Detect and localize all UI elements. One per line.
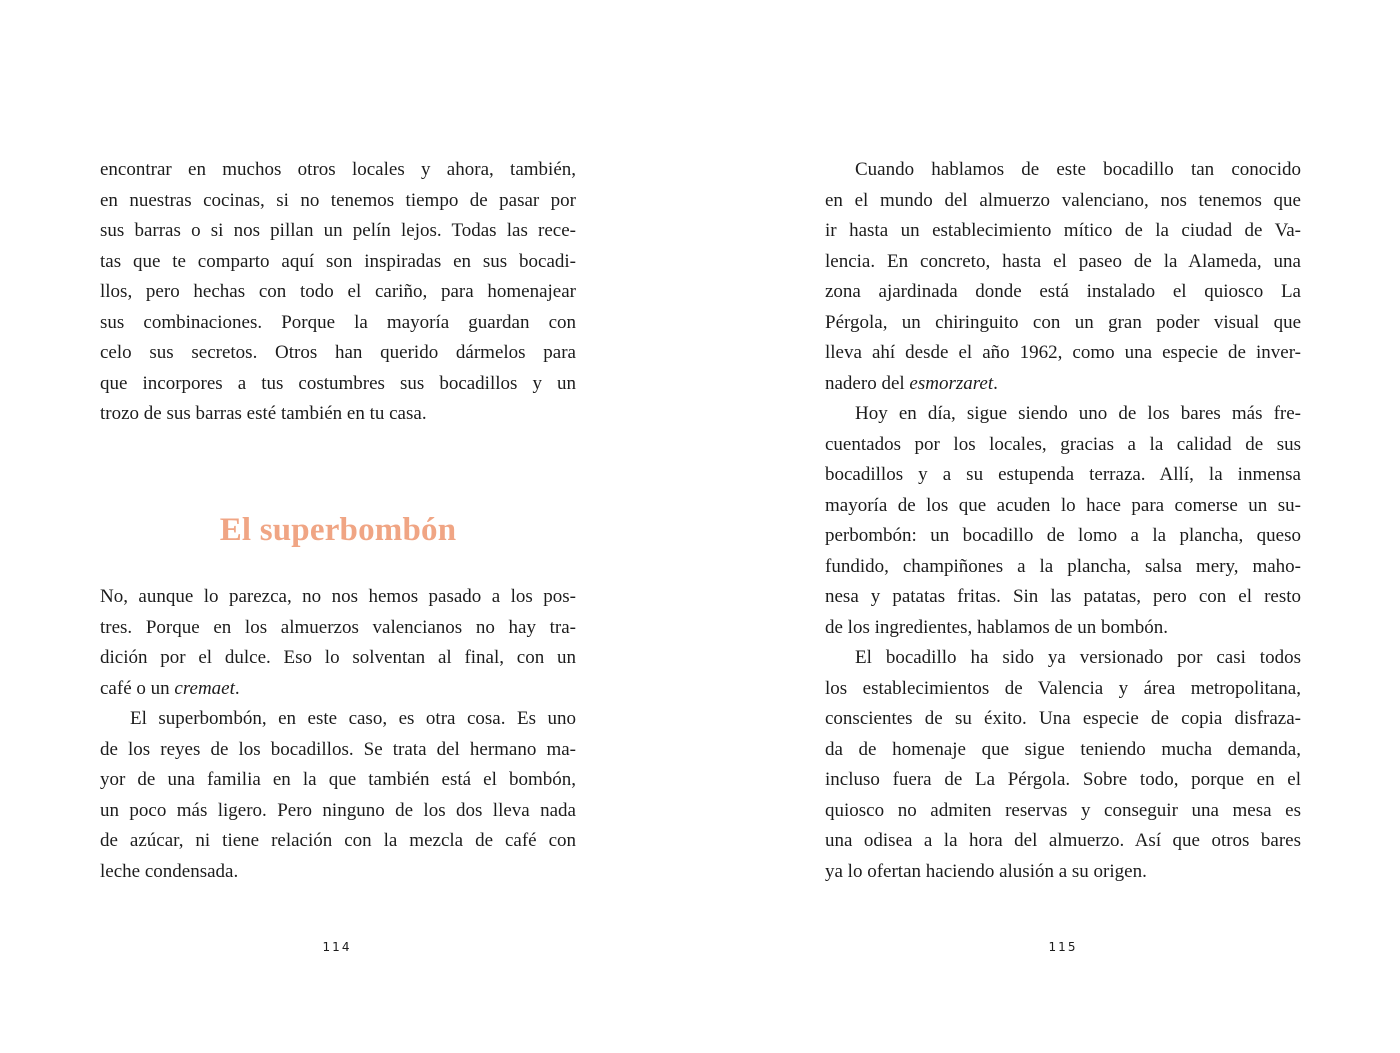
- line-text: da de homenaje que sigue teniendo mucha demanda,: [825, 738, 1301, 760]
- text-line: [100, 399, 576, 429]
- text-line: [825, 704, 1301, 734]
- text-line: [100, 643, 576, 673]
- line-text: de azúcar, ni tiene relación con la mezcla de café con: [100, 830, 576, 851]
- line-text: Cuando hablamos de este bocadillo tan conocido: [855, 159, 1301, 180]
- line-text: cuentados por los locales, gracias a la calidad de sus: [825, 433, 1301, 455]
- text-line: [825, 582, 1301, 612]
- line-text: sus barras o si nos pillan un pelín lejos. Todas las rece-: [100, 220, 576, 241]
- line-text: ir hasta un establecimiento mítico de la ciudad de Va-: [825, 220, 1301, 241]
- line-text: una odisea a la hora del almuerzo. Así que otros bares: [825, 830, 1301, 851]
- text-line: [855, 155, 1301, 185]
- text-line: [100, 735, 576, 765]
- line-text: quiosco no admiten reservas y conseguir una mesa es: [825, 799, 1301, 821]
- page-number: 115: [1048, 940, 1078, 954]
- text-line: [825, 765, 1301, 795]
- text-line: [100, 613, 576, 643]
- text-line: [825, 308, 1301, 338]
- line-text: El superbombón, en este caso, es otra cosa. Es uno: [130, 708, 576, 729]
- text-line: [100, 155, 576, 185]
- line-text: que incorpores a tus costumbres sus bocadillos y un: [100, 372, 576, 394]
- text-line: [855, 643, 1301, 673]
- text-line: [825, 613, 1301, 643]
- text-line: [825, 338, 1301, 368]
- line-text: de los ingredientes, hablamos de un bombón.: [825, 616, 1168, 638]
- text-line: [855, 399, 1301, 429]
- line-text: conscientes de su éxito. Una especie de copia disfraza-: [825, 708, 1301, 729]
- line-text: leche condensada.: [100, 860, 239, 882]
- line-text: celo sus secretos. Otros han querido dármelos para: [100, 342, 576, 363]
- line-punctuation: .: [993, 372, 998, 394]
- line-text: un poco más ligero. Pero ninguno de los dos lleva nada: [100, 799, 576, 821]
- text-line: [100, 338, 576, 368]
- line-text: nadero del: [825, 372, 910, 394]
- line-text: tas que te comparto aquí son inspiradas en sus bocadi-: [100, 250, 576, 272]
- line-text: yor de una familia en la que también está el bombón,: [100, 769, 576, 790]
- line-text: lleva ahí desde el año 1962, como una especie de inver-: [825, 342, 1301, 363]
- page-number: 114: [322, 940, 352, 954]
- text-line: [825, 521, 1301, 551]
- text-line: [100, 674, 576, 704]
- text-line: [825, 857, 1301, 887]
- line-text: Hoy en día, sigue siendo uno de los bares más fre-: [855, 403, 1301, 424]
- line-text: dición por el dulce. Eso lo solventan al final, con un: [100, 647, 576, 668]
- text-line: [100, 277, 576, 307]
- text-line: [825, 796, 1301, 826]
- line-text: El bocadillo ha sido ya versionado por casi todos: [855, 647, 1301, 668]
- text-line: [100, 857, 576, 887]
- text-line: [825, 430, 1301, 460]
- text-line: [825, 216, 1301, 246]
- line-text: trozo de sus barras esté también en tu casa.: [100, 403, 427, 424]
- text-line: [100, 826, 576, 856]
- text-line: [825, 247, 1301, 277]
- line-text: fundido, champiñones a la plancha, salsa mery, maho-: [825, 555, 1301, 577]
- line-text: llos, pero hechas con todo el cariño, para homenajear: [100, 281, 576, 302]
- text-line: [100, 582, 576, 612]
- text-line: [825, 277, 1301, 307]
- text-line: [100, 796, 576, 826]
- text-line: [100, 216, 576, 246]
- line-text: café o un: [100, 677, 175, 699]
- line-text: bocadillos y a su estupenda terraza. Allí, la inmensa: [825, 464, 1301, 485]
- line-text: perbombón: un bocadillo de lomo a la plancha, queso: [825, 525, 1301, 546]
- line-text: encontrar en muchos otros locales y ahora, también,: [100, 159, 576, 180]
- text-line: [130, 704, 576, 734]
- line-text: tres. Porque en los almuerzos valencianos no hay tra-: [100, 616, 576, 638]
- text-line: [100, 765, 576, 795]
- text-line: [825, 674, 1301, 704]
- text-line: [100, 247, 576, 277]
- line-text: en el mundo del almuerzo valenciano, nos tenemos que: [825, 189, 1301, 211]
- line-text: nesa y patatas fritas. Sin las patatas, pero con el resto: [825, 586, 1301, 607]
- italic-term: cremaet: [174, 677, 235, 699]
- line-text: Pérgola, un chiringuito con un gran poder visual que: [825, 311, 1301, 333]
- line-text: zona ajardinada donde está instalado el quiosco La: [825, 281, 1301, 302]
- text-line: [100, 308, 576, 338]
- line-text: ya lo ofertan haciendo alusión a su origen.: [825, 860, 1147, 882]
- line-text: No, aunque lo parezca, no nos hemos pasado a los pos-: [100, 586, 576, 607]
- text-line: [825, 186, 1301, 216]
- text-line: [825, 491, 1301, 521]
- text-line: [825, 552, 1301, 582]
- line-text: de los reyes de los bocadillos. Se trata del hermano ma-: [100, 738, 576, 760]
- italic-term: esmorzaret: [909, 372, 994, 394]
- text-line: [100, 369, 576, 399]
- line-text: los establecimientos de Valencia y área metropolitana,: [825, 677, 1301, 699]
- text-line: [100, 186, 576, 216]
- line-text: lencia. En concreto, hasta el paseo de la Alameda, una: [825, 250, 1301, 272]
- line-text: incluso fuera de La Pérgola. Sobre todo, porque en el: [825, 769, 1301, 790]
- text-line: [825, 735, 1301, 765]
- section-heading: El superbombón: [219, 512, 457, 548]
- line-text: mayoría de los que acuden lo hace para comerse un su-: [825, 494, 1301, 516]
- text-line: [825, 460, 1301, 490]
- text-line: [825, 369, 1301, 399]
- line-text: sus combinaciones. Porque la mayoría guardan con: [100, 311, 576, 333]
- text-line: [825, 826, 1301, 856]
- line-text: en nuestras cocinas, si no tenemos tiempo de pasar por: [100, 189, 576, 211]
- right-page: [700, 0, 1400, 1053]
- line-punctuation: .: [234, 677, 240, 699]
